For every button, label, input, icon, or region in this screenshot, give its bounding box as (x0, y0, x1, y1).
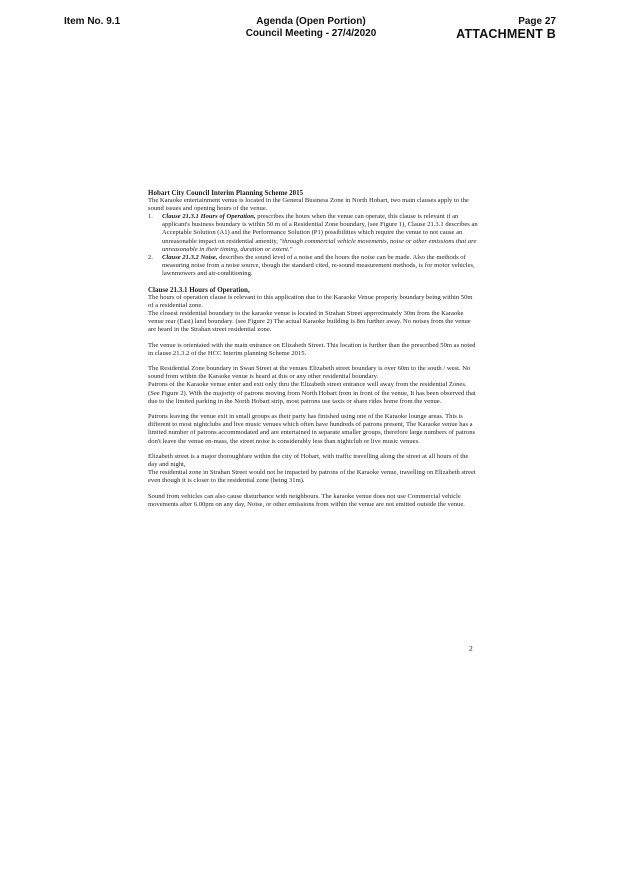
meeting-date: Council Meeting - 27/4/2020 (245, 28, 377, 39)
clause-quote: "through commercial vehicle movements, noise or other emissions that are unreasonable in their timing, duration or extent." (162, 237, 477, 253)
paragraph: The closest residential boundary to the karaoke venue is located in Strahan Street approximately 30m from the Karaoke venue rear (East) land boundary. (see Figure 2) The actual Karaoke building is 8m further away. No noises from the venue are heard in the Strahan street residential zone. (148, 309, 471, 333)
paragraph: The residential zone in Strahan Street would not be impacted by patrons of the Karaoke venue, travelling on Elizabeth street even though it is closer to the residential zone (being 31m). (148, 469, 476, 485)
paragraph: The venue is orientated with the main entrance on Elizabeth Street. This location is further than the prescribed 50m as noted in clause 21.3.2 of the HCC Interim planning Scheme 2015. (148, 341, 476, 357)
document-title: Hobart City Council Interim Planning Scheme 2015 (148, 189, 304, 197)
clause-title: Clause 21.3.2 Noise, (162, 253, 218, 261)
paragraph: Patrons of the Karaoke venue enter and exit only thru the Elizabeth street entrance well away from the residential Zones. (See Figure 2). With the majority of patrons moving from North Hobart from in front of the venue, It has been observed that due to the limited parking in the North Hobart strip, most patrons use taxis or share rides home from the venue. (148, 381, 476, 405)
list-item-2 (148, 254, 478, 278)
document-body (148, 189, 478, 509)
attachment-label: ATTACHMENT B (456, 27, 556, 41)
agenda-title: Agenda (Open Portion) (256, 16, 366, 27)
paragraph: The hours of operation clause is relevant to this application due to the Karaoke Venue property boundary being within 50m of a residential zone. (148, 293, 473, 309)
paragraph: Patrons leaving the venue exit in small groups as their party has finished using one of the Karaoke lounge areas. This is different to most nightclubs and live music venues which often have hundreds of patrons present, The Karaoke venue has a limited number of patrons accommodated and are entertained in separate smaller groups, therefore large numbers of patrons don't leave the venue en-mass, the street noise is considerably less than nightclub or live music venues. (148, 413, 476, 445)
paragraph: Sound from vehicles can also cause disturbance with neighbours. The karaoke venue does not use Commercial vehicle movements after 6.00pm on any day, Noise, or other emissions from within the venue are not emitted outside the venue. (148, 493, 465, 509)
paragraph: Elizabeth street is a major thoroughfare within the city of Hobart, with traffic travelling along the street at all hours of the day and night, (148, 453, 469, 469)
page-label: Page 27 (518, 16, 556, 27)
item-number: Item No. 9.1 (64, 16, 121, 27)
intro-paragraph: The Karaoke entertainment venue is located in the General Business Zone in North Hobart, two main clauses apply to the sound issues and opening hours of the venue. (148, 197, 469, 213)
list-number: 2. (148, 253, 153, 261)
paragraph: The Residential Zone boundary in Swan Street at the venues Elizabeth street boundary is over 60m to the south / west. No sound from within the Karaoke venue is heard at this or any other residential boundary. (148, 365, 471, 381)
page-header (456, 16, 556, 40)
list-item-1 (148, 213, 478, 253)
clause-title: Clause 21.3.1 Hours of Operation, (162, 213, 256, 221)
section-title: Clause 21.3.1 Hours of Operation, (148, 285, 250, 294)
document-page-number: 2 (469, 644, 473, 653)
clause-text: prescribes the hours when the venue can operate, this clause is relevant if an applicant's business boundary is within 50 m of a Residential Zone boundary, (see Figure 1), Clause 21.3.1 describes an Acceptable Solution (A1) and the Performance Solution (P1) possibilities which require the venue to not cause an unreasonable impact on residential amenity, (162, 213, 478, 245)
clause-text: describes the sound level of a noise and the hours the noise can be made. Also the methods of measuring noise from a noise source, though the standard cited, re-sound measurement methods, is for motor vehicles, lawnmowers and air-conditioning. (162, 253, 475, 277)
list-number: 1. (148, 213, 153, 221)
